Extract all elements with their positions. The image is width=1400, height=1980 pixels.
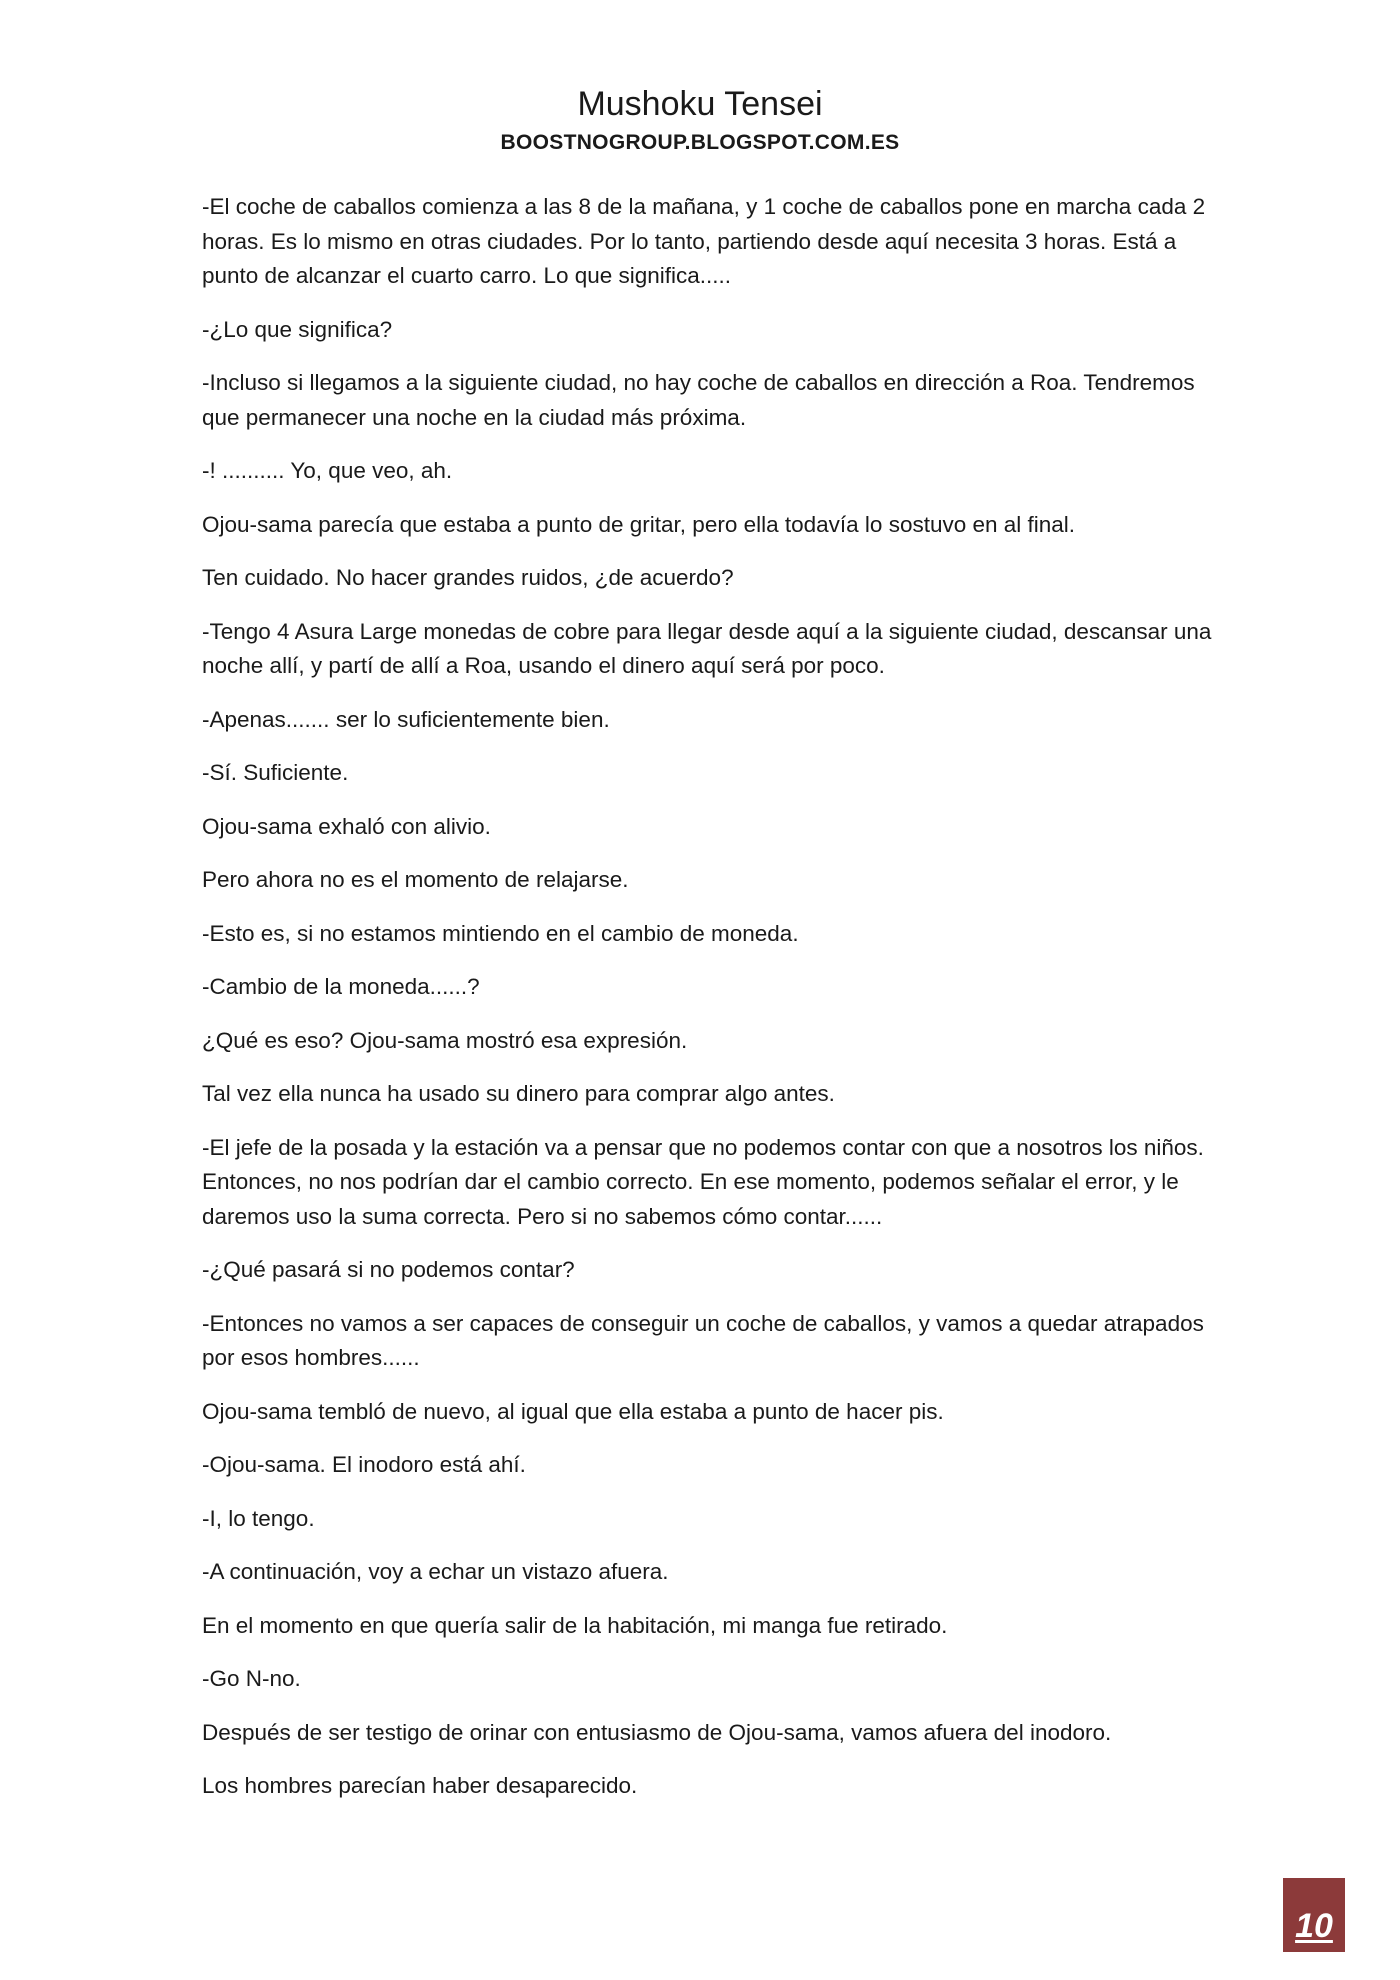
paragraph: -El coche de caballos comienza a las 8 de la mañana, y 1 coche de caballos pone en marcha cada 2 horas. Es lo mismo en otras ciudades. Por lo tanto, partiendo desde aquí necesita 3 horas. Está a punto de alcanzar el cuarto carro. Lo que significa..... — [202, 194, 1206, 288]
paragraph: Ojou-sama tembló de nuevo, al igual que ella estaba a punto de hacer pis. — [202, 1398, 944, 1424]
paragraph: -Incluso si llegamos a la siguiente ciudad, no hay coche de caballos en dirección a Roa. Tendremos que permanecer una noche en la ciudad más próxima. — [202, 370, 1195, 430]
paragraph: -Entonces no vamos a ser capaces de conseguir un coche de caballos, y vamos a quedar atrapados por esos hombres...... — [202, 1310, 1204, 1370]
paragraph: Ten cuidado. No hacer grandes ruidos, ¿de acuerdo? — [202, 565, 734, 590]
document-subtitle: BOOSTNOGROUP.BLOGSPOT.COM.ES — [500, 131, 900, 154]
paragraph: ¿Qué es eso? Ojou-sama mostró esa expresión. — [202, 1027, 688, 1053]
paragraph: Después de ser testigo de orinar con entusiasmo de Ojou-sama, vamos afuera del inodoro. — [202, 1719, 1112, 1745]
page-number: 10 — [1295, 1907, 1333, 1945]
paragraph: Pero ahora no es el momento de relajarse. — [202, 867, 629, 892]
paragraph: -A continuación, voy a echar un vistazo afuera. — [202, 1559, 669, 1584]
page-number-badge — [1283, 1878, 1345, 1952]
paragraph: Los hombres parecían haber desaparecido. — [202, 1773, 638, 1798]
paragraph: -I, lo tengo. — [202, 1505, 315, 1531]
paragraph: -Esto es, si no estamos mintiendo en el cambio de moneda. — [202, 920, 799, 946]
paragraph: Ojou-sama parecía que estaba a punto de gritar, pero ella todavía lo sostuvo en al final. — [202, 511, 1076, 537]
paragraph: -Cambio de la moneda......? — [202, 974, 480, 999]
paragraph: En el momento en que quería salir de la habitación, mi manga fue retirado. — [202, 1612, 948, 1638]
paragraph: -Sí. Suficiente. — [202, 760, 349, 785]
paragraph: -¿Qué pasará si no podemos contar? — [202, 1257, 575, 1282]
paragraph: -El jefe de la posada y la estación va a pensar que no podemos contar con que a nosotros los niños. Entonces, no nos podrían dar el cambio correcto. En ese momento, podemos señalar el error, y le daremos uso la suma correcta. Pero si no sabemos cómo contar...... — [202, 1134, 1204, 1229]
body-text — [202, 190, 1212, 1823]
paragraph: Ojou-sama exhaló con alivio. — [202, 813, 491, 839]
paragraph: -Go N-no. — [202, 1666, 301, 1691]
paragraph: -Apenas....... ser lo suficientemente bien. — [202, 706, 610, 732]
paragraph: Tal vez ella nunca ha usado su dinero para comprar algo antes. — [202, 1081, 835, 1106]
document-title: Mushoku Tensei — [577, 85, 823, 123]
paragraph: -Tengo 4 Asura Large monedas de cobre para llegar desde aquí a la siguiente ciudad, descansar una noche allí, y partí de allí a Roa, usando el dinero aquí será por poco. — [202, 618, 1212, 678]
paragraph: -! .......... Yo, que veo, ah. — [202, 458, 453, 483]
page-header — [0, 80, 1400, 158]
paragraph: -Ojou-sama. El inodoro está ahí. — [202, 1452, 526, 1477]
paragraph: -¿Lo que significa? — [202, 316, 393, 342]
